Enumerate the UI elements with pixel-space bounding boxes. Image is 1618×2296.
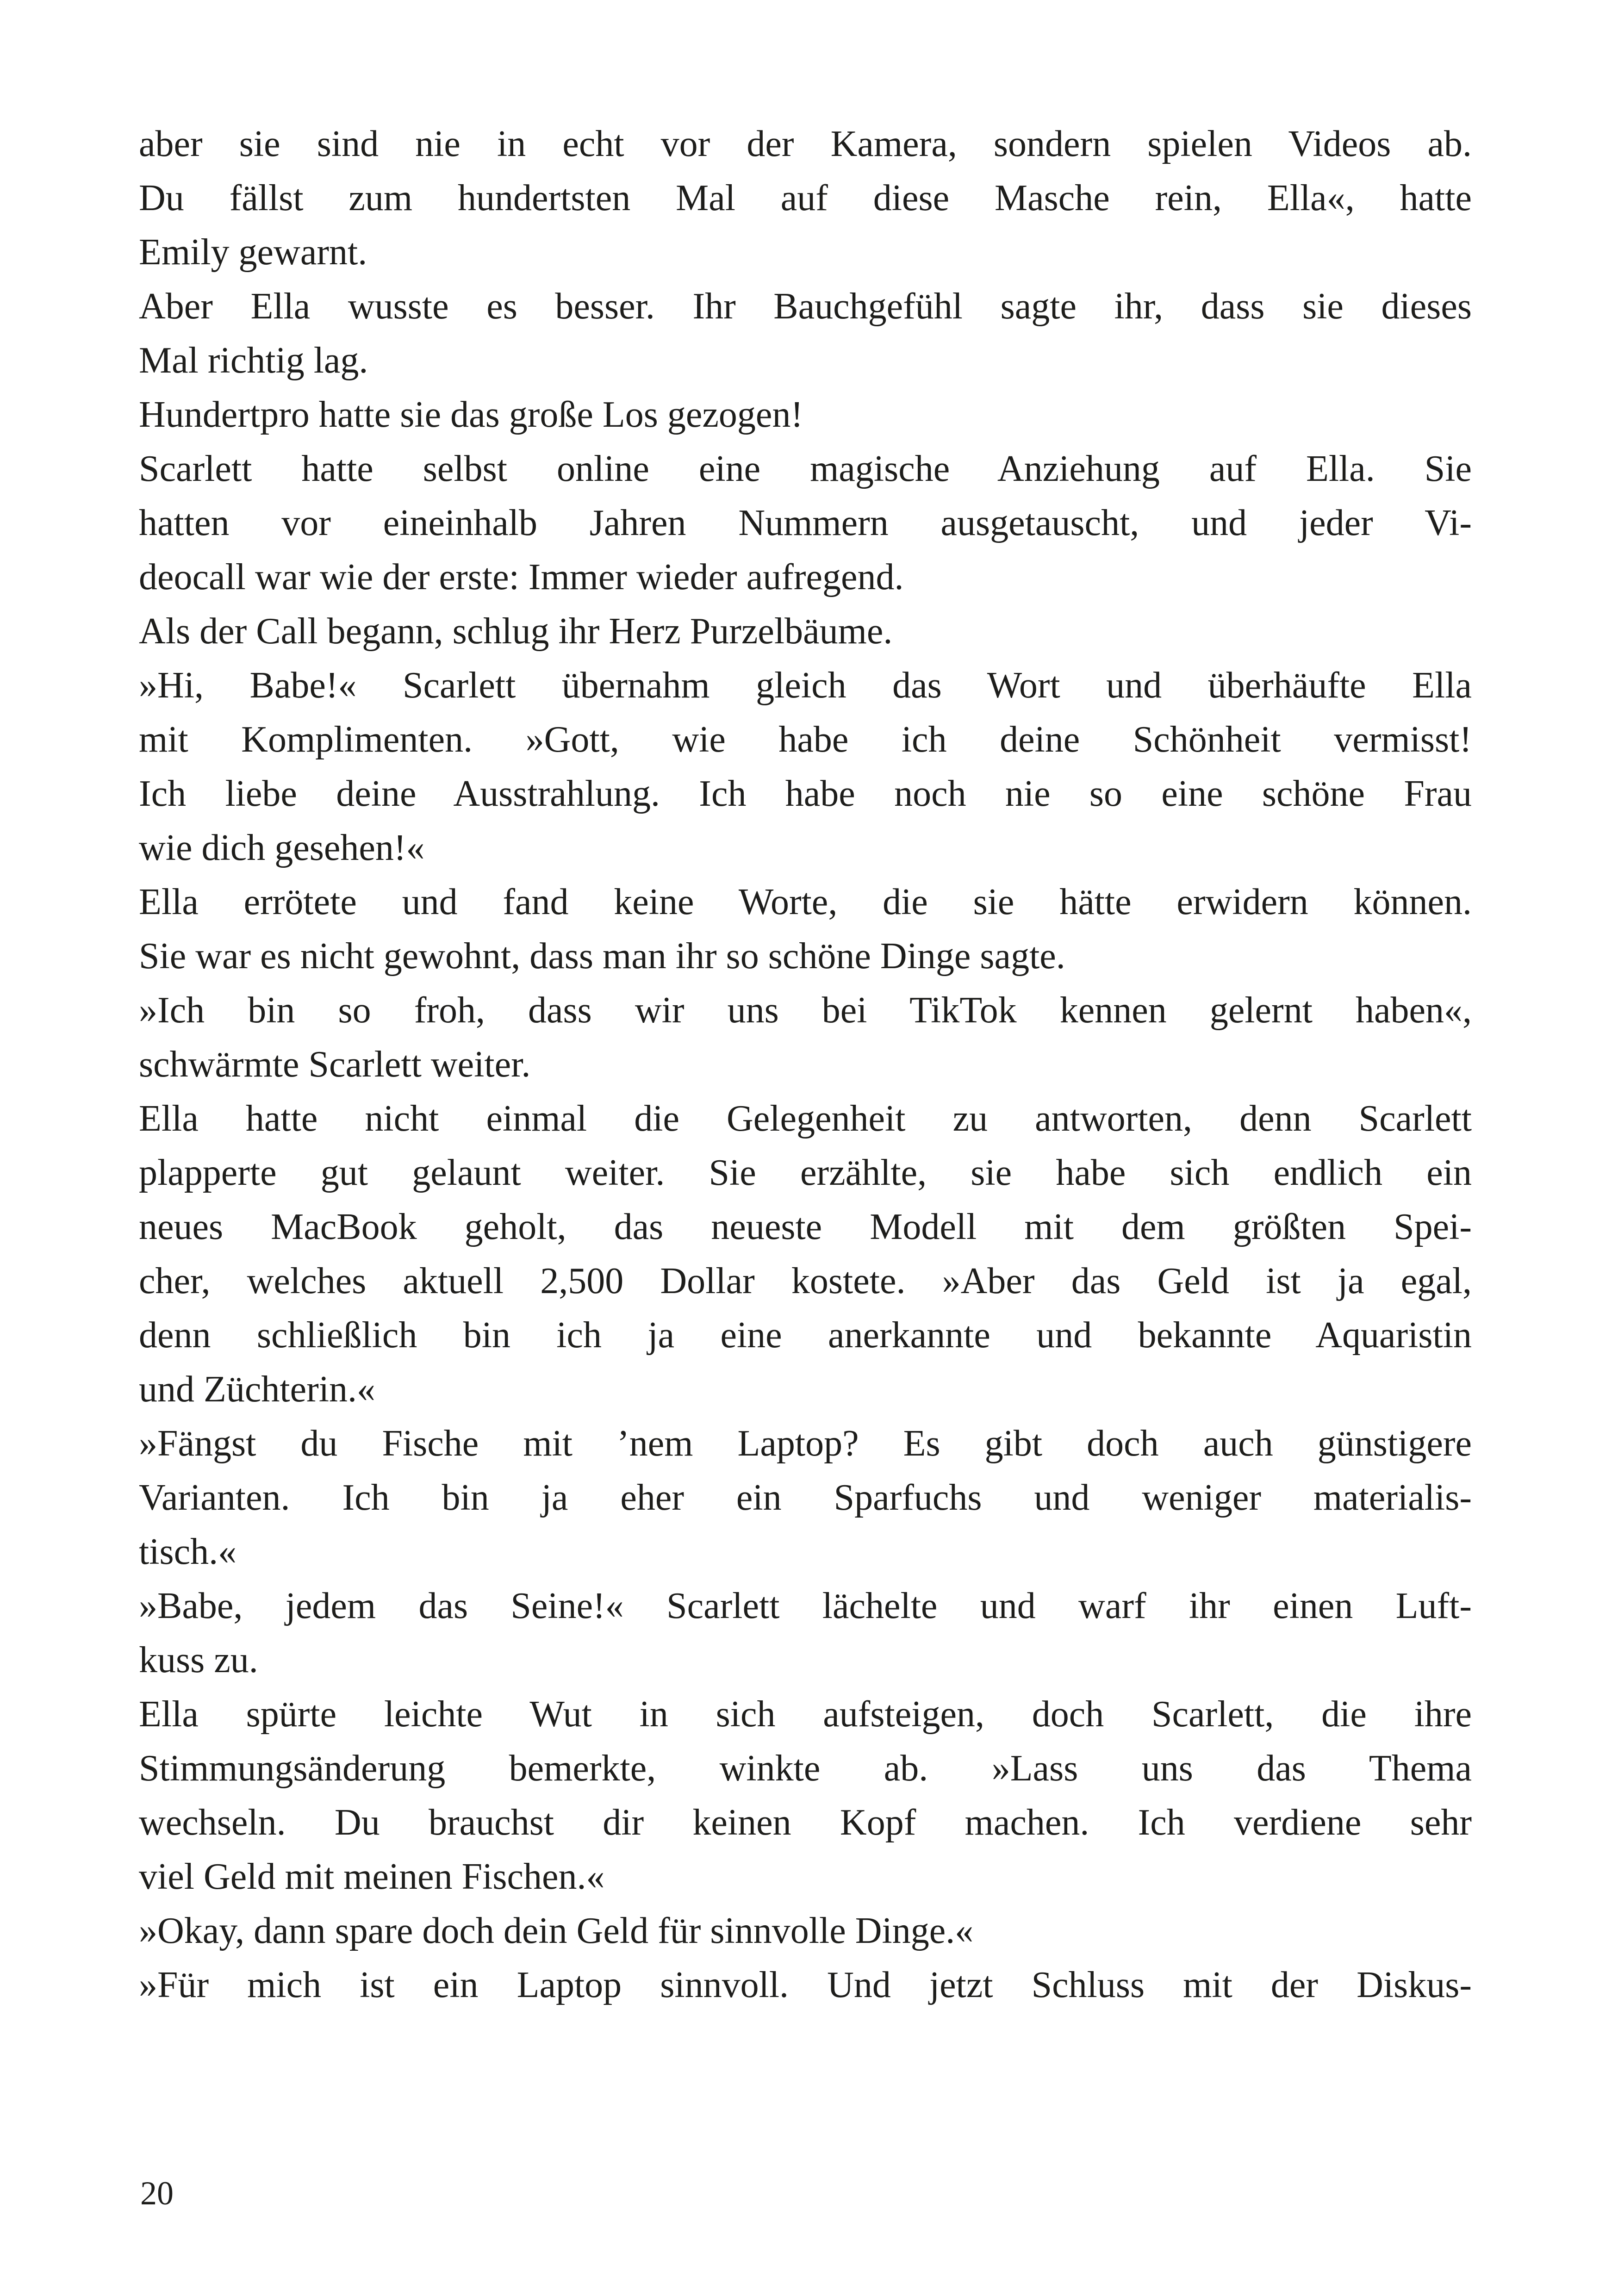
text-line: neues MacBook geholt, das neueste Modell mit dem größten Spei- xyxy=(139,1207,1472,1247)
text-line: schwärmte Scarlett weiter. xyxy=(139,1044,531,1085)
text-line: aber sie sind nie in echt vor der Kamera, sondern spielen Videos ab. xyxy=(139,124,1472,164)
text-line: Varianten. Ich bin ja eher ein Sparfuchs und weniger materialis- xyxy=(139,1477,1472,1518)
text-line: hatten vor eineinhalb Jahren Nummern ausgetauscht, und jeder Vi- xyxy=(139,503,1472,543)
text-line: Aber Ella wusste es besser. Ihr Bauchgefühl sagte ihr, dass sie dieses xyxy=(139,286,1472,327)
text-line: kuss zu. xyxy=(139,1640,258,1680)
text-line: Hundertpro hatte sie das große Los gezogen! xyxy=(139,394,803,435)
text-line: viel Geld mit meinen Fischen.« xyxy=(139,1856,605,1897)
text-line: »Babe, jedem das Seine!« Scarlett lächelte und warf ihr einen Luft- xyxy=(139,1586,1472,1626)
text-line: Stimmungsänderung bemerkte, winkte ab. »Lass uns das Thema xyxy=(139,1748,1472,1789)
text-line: Ella spürte leichte Wut in sich aufsteigen, doch Scarlett, die ihre xyxy=(139,1694,1472,1735)
text-line: »Für mich ist ein Laptop sinnvoll. Und jetzt Schluss mit der Diskus- xyxy=(139,1965,1472,2005)
text-line: cher, welches aktuell 2,500 Dollar kostete. »Aber das Geld ist ja egal, xyxy=(139,1261,1472,1301)
text-line: tisch.« xyxy=(139,1531,237,1572)
text-line: Mal richtig lag. xyxy=(139,340,368,381)
text-line: Scarlett hatte selbst online eine magische Anziehung auf Ella. Sie xyxy=(139,448,1472,489)
text-line: Emily gewarnt. xyxy=(139,232,367,273)
text-line: wechseln. Du brauchst dir keinen Kopf machen. Ich verdiene sehr xyxy=(139,1802,1472,1843)
text-line: deocall war wie der erste: Immer wieder aufregend. xyxy=(139,557,904,597)
text-line: Ella errötete und fand keine Worte, die sie hätte erwidern können. xyxy=(139,882,1472,922)
text-line: denn schließlich bin ich ja eine anerkannte und bekannte Aquaristin xyxy=(139,1315,1472,1356)
text-line: »Ich bin so froh, dass wir uns bei TikTok kennen gelernt haben«, xyxy=(139,990,1472,1031)
text-line: wie dich gesehen!« xyxy=(139,828,425,868)
text-line: »Okay, dann spare doch dein Geld für sinnvolle Dinge.« xyxy=(139,1910,974,1951)
text-line: Ich liebe deine Ausstrahlung. Ich habe noch nie so eine schöne Frau xyxy=(139,773,1472,814)
text-line: »Hi, Babe!« Scarlett übernahm gleich das Wort und überhäufte Ella xyxy=(139,665,1472,706)
page-number: 20 xyxy=(140,2175,174,2212)
text-line: Sie war es nicht gewohnt, dass man ihr so schöne Dinge sagte. xyxy=(139,936,1065,977)
text-line: plapperte gut gelaunt weiter. Sie erzählte, sie habe sich endlich ein xyxy=(139,1152,1472,1193)
text-line: mit Komplimenten. »Gott, wie habe ich deine Schönheit vermisst! xyxy=(139,719,1472,760)
text-line: Als der Call begann, schlug ihr Herz Purzelbäume. xyxy=(139,611,893,652)
text-line: Ella hatte nicht einmal die Gelegenheit zu antworten, denn Scarlett xyxy=(139,1098,1472,1139)
page-text xyxy=(139,117,1472,2012)
text-line: »Fängst du Fische mit ’nem Laptop? Es gibt doch auch günstigere xyxy=(139,1423,1472,1464)
text-line: und Züchterin.« xyxy=(139,1369,375,1410)
text-line: Du fällst zum hundertsten Mal auf diese Masche rein, Ella«, hatte xyxy=(139,178,1472,218)
